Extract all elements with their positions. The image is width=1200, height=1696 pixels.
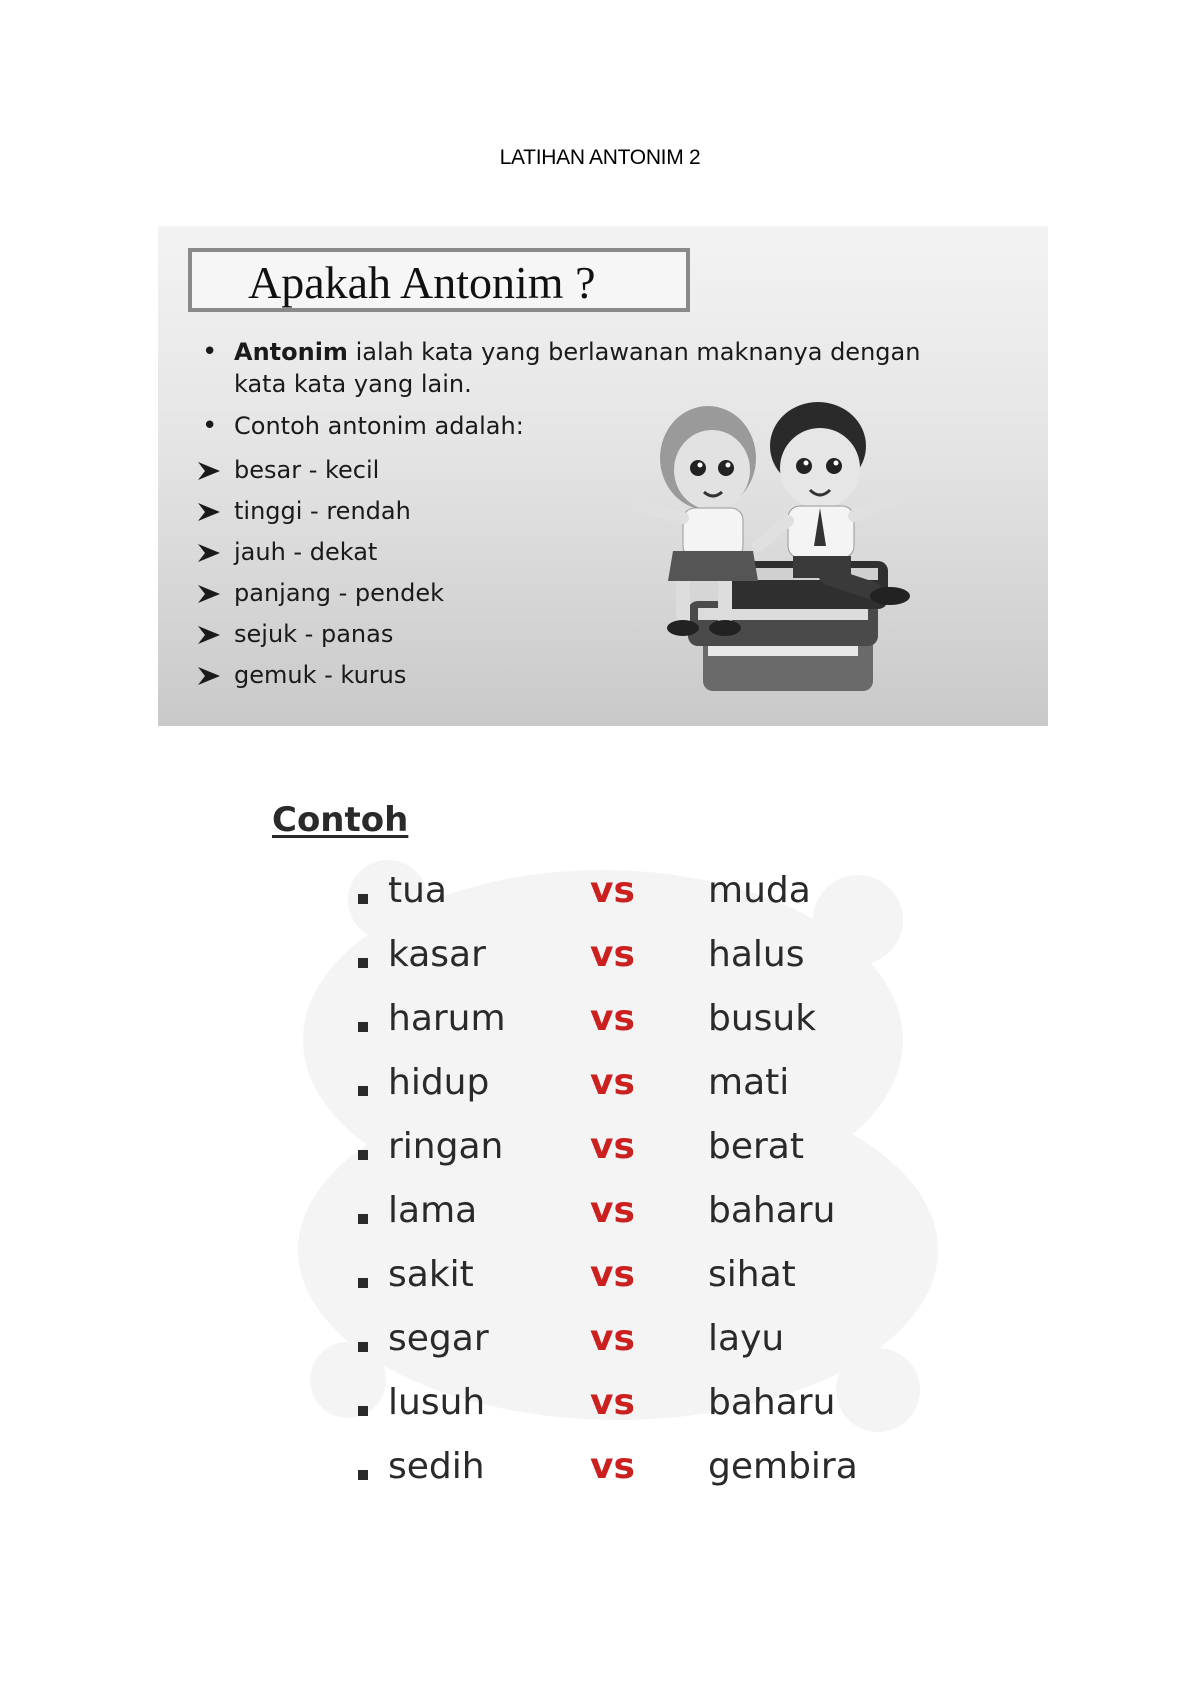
word: sedih — [388, 1446, 485, 1487]
opposite-word: mati — [708, 1062, 790, 1103]
bullet-dot-icon: • — [202, 337, 218, 367]
examples-slide — [238, 790, 968, 1510]
definition-text: ialah kata yang berlawanan maknanya dengan kata kata yang lain. — [234, 338, 921, 398]
examples-title: Contoh — [272, 800, 409, 840]
examples-intro: Contoh antonim adalah: — [234, 412, 524, 440]
arrowhead-bullet-icon — [196, 460, 222, 482]
opposite-word: sihat — [708, 1254, 796, 1295]
versus-label: vs — [590, 1446, 635, 1487]
word: segar — [388, 1318, 489, 1359]
square-bullet-icon — [358, 1278, 368, 1288]
opposite-word: halus — [708, 934, 805, 975]
definition-slide — [158, 226, 1048, 726]
document-title: LATIHAN ANTONIM 2 — [499, 146, 701, 169]
word: hidup — [388, 1062, 490, 1103]
example-item — [196, 491, 444, 532]
arrowhead-bullet-icon — [196, 542, 222, 564]
versus-label: vs — [590, 1382, 635, 1423]
square-bullet-icon — [358, 958, 368, 968]
square-bullet-icon — [358, 1022, 368, 1032]
slide-heading: Apakah Antonim ? — [248, 257, 596, 308]
heading-frame — [188, 248, 690, 312]
antonym-pair-row — [358, 1062, 918, 1126]
definition-term: Antonim — [234, 338, 348, 366]
opposite-word: berat — [708, 1126, 804, 1167]
opposite-word: gembira — [708, 1446, 858, 1487]
example-text: jauh - dekat — [234, 538, 378, 566]
versus-label: vs — [590, 998, 635, 1039]
word: sakit — [388, 1254, 474, 1295]
arrowhead-bullet-icon — [196, 583, 222, 605]
example-item — [196, 573, 444, 614]
versus-label: vs — [590, 870, 635, 911]
word: lama — [388, 1190, 478, 1231]
opposite-word: baharu — [708, 1382, 836, 1423]
word: kasar — [388, 934, 486, 975]
antonym-pair-row — [358, 1190, 918, 1254]
square-bullet-icon — [358, 1406, 368, 1416]
square-bullet-icon — [358, 1086, 368, 1096]
square-bullet-icon — [358, 1214, 368, 1224]
square-bullet-icon — [358, 1150, 368, 1160]
definition-bullet — [198, 336, 958, 400]
antonym-pair-row — [358, 1318, 918, 1382]
antonym-pair-row — [358, 1254, 918, 1318]
antonym-pair-row — [358, 1126, 918, 1190]
example-item — [196, 450, 444, 491]
arrowhead-bullet-icon — [196, 624, 222, 646]
word: ringan — [388, 1126, 504, 1167]
bullet-dot-icon: • — [202, 411, 218, 441]
opposite-word: muda — [708, 870, 811, 911]
versus-label: vs — [590, 1254, 635, 1295]
versus-label: vs — [590, 1318, 635, 1359]
example-item — [196, 614, 444, 655]
word: lusuh — [388, 1382, 486, 1423]
antonym-pair-row — [358, 934, 918, 998]
antonym-pair-row — [358, 998, 918, 1062]
versus-label: vs — [590, 934, 635, 975]
antonym-pairs-list — [358, 870, 918, 1510]
antonym-pair-row — [358, 870, 918, 934]
opposite-word: baharu — [708, 1190, 836, 1231]
example-text: gemuk - kurus — [234, 661, 407, 689]
versus-label: vs — [590, 1126, 635, 1167]
word: tua — [388, 870, 447, 911]
antonym-pair-row — [358, 1382, 918, 1446]
antonym-pair-row — [358, 1446, 918, 1510]
opposite-word: layu — [708, 1318, 785, 1359]
square-bullet-icon — [358, 1470, 368, 1480]
square-bullet-icon — [358, 1342, 368, 1352]
versus-label: vs — [590, 1190, 635, 1231]
example-text: sejuk - panas — [234, 620, 394, 648]
square-bullet-icon — [358, 894, 368, 904]
example-text: panjang - pendek — [234, 579, 444, 607]
example-item — [196, 655, 444, 696]
example-item — [196, 532, 444, 573]
example-list — [196, 450, 444, 696]
example-text: tinggi - rendah — [234, 497, 411, 525]
arrowhead-bullet-icon — [196, 665, 222, 687]
versus-label: vs — [590, 1062, 635, 1103]
opposite-word: busuk — [708, 998, 817, 1039]
example-text: besar - kecil — [234, 456, 380, 484]
children-on-books-illustration — [628, 396, 938, 716]
word: harum — [388, 998, 506, 1039]
arrowhead-bullet-icon — [196, 501, 222, 523]
